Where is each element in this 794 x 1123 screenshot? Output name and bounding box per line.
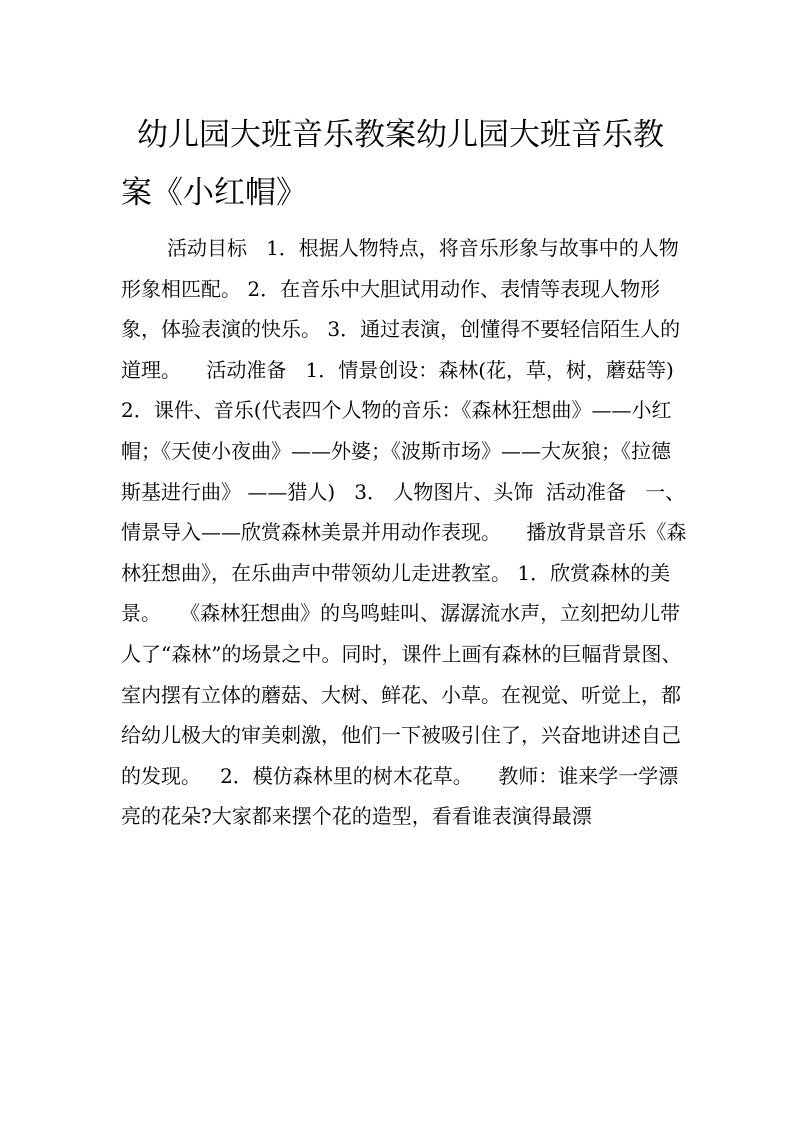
document-body-paragraph: 活动目标 1．根据人物特点，将音乐形象与故事中的人物形象相匹配。 2．在音乐中大胆试用动作、表情等表现人物形象，体验表演的快乐。 3．通过表演，创懂得不要轻信陌生人的道理。 活动准备 1．情景创设：森林(花，草，树，蘑菇等) 2．课件、音乐(代表四个人物的音乐：《森林狂想曲》——小红帽；《天使小夜曲》——外婆；《波斯市场》——大灰狼；《拉德斯基进行曲》 ——猎人) 3． 人物图片、头饰 活动准备 一、情景导入——欣赏森林美景并用动作表现。 播放背景音乐《森林狂想曲》，在乐曲声中带领幼儿走进教室。 1．欣赏森林的美景。 《森林狂想曲》的鸟鸣蛙叫、潺潺流水声，立刻把幼儿带人了“森林”的场景之中。同时，课件上画有森林的巨幅背景图、室内摆有立体的蘑菇、大树、鲜花、小草。在视觉、听觉上，都给幼儿极大的审美刺激，他们一下被吸引住了，兴奋地讲述自己的发现。 2．模仿森林里的树木花草。 教师：谁来学一学漂亮的花朵?大家都来摆个花的造型，看看谁表演得最漂 — [121, 236, 693, 829]
document-title: 幼儿园大班音乐教案幼儿园大班音乐教案《小红帽》 — [121, 117, 664, 211]
